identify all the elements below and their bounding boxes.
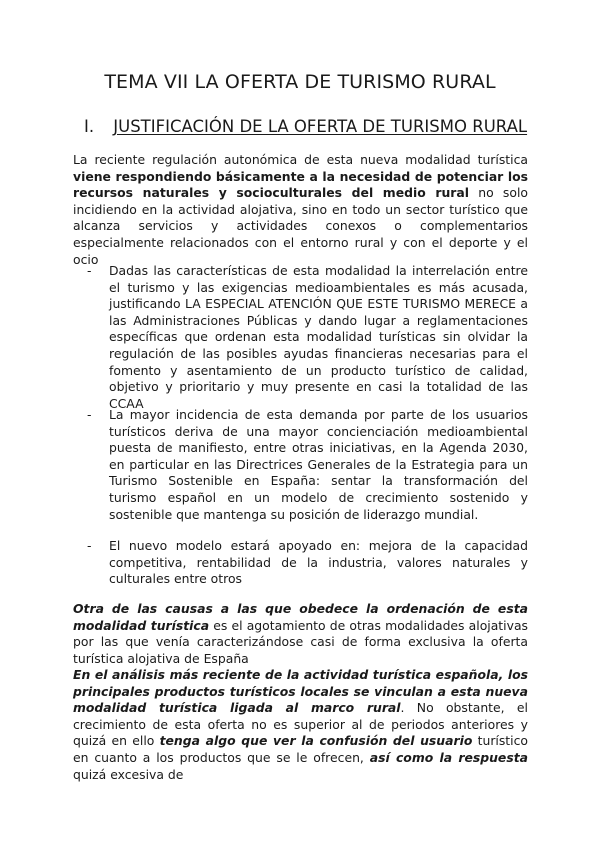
bullet-text: La mayor incidencia de esta demanda por parte de los usuarios turísticos deriva de una mayor concienciación medioambiental puesta de manifiesto, entre otras iniciativas, en la Agenda 2030, en particular en las Directrices Generales de la Estrategia para un Turismo Sostenible en España: sentar la transformación del turismo español en un modelo de crecimiento sostenido y sostenible que mantenga su posición de liderazgo mundial. (109, 407, 528, 522)
bullet-text: Dadas las características de esta modalidad la interrelación entre el turismo y las exigencias medioambientales es más acusada, justificando LA ESPECIAL ATENCIÓN QUE ESTE TURISMO MERECE a las Administraciones Públicas y dando lugar a reglamentaciones específicas que ordenan esta modalidad turísticas sin olvidar la regulación de las posibles ayudas financieras necesarias para el fomento y asentamiento de un producto turístico de calidad, objetivo y prioritario y muy presente en casi la totalidad de las CCAA (109, 263, 528, 411)
intro-text-1: La reciente regulación autonómica de esta nueva modalidad turística (73, 152, 528, 167)
intro-bold-text: viene respondiendo básicamente a la necesidad de potenciar los recursos naturales y socioculturales del medio rural (73, 168, 528, 201)
bullet-item-2 (87, 407, 528, 523)
intro-text-2: no solo incidiendo en la actividad alojativa, sino en todo un sector turístico que alcanza servicios y actividades conexos o complementarios especialmente relacionados con el entorno rural y con el deporte y el ocio (73, 185, 528, 267)
analysis-paragraph (73, 667, 528, 783)
analysis-text-2: turístico en cuanto a los productos que se le ofrecen, (73, 733, 529, 765)
analysis-emphasis-1: En el análisis más reciente de la actividad turística española, los principales productos turísticos locales se vinculan a esta nueva modalidad turística ligada al marco rural (73, 667, 528, 716)
page-title: TEMA VII LA OFERTA DE TURISMO RURAL (104, 71, 496, 93)
analysis-text-1: . No obstante, el crecimiento de esta oferta no es superior al de periodos anteriores y quizá en ello (73, 700, 528, 749)
bullet-item-1 (87, 263, 528, 412)
bullet-dash: - (87, 538, 92, 553)
section-heading (84, 117, 527, 136)
bullet-text: El nuevo modelo estará apoyado en: mejora de la capacidad competitiva, rentabilidad de la industria, valores naturales y culturales entre otros (109, 538, 528, 587)
analysis-emphasis-2: tenga algo que ver la confusión del usuario (159, 733, 473, 749)
section-number: I. (84, 117, 95, 136)
bullet-dash: - (87, 407, 92, 422)
analysis-text-3: quizá excesiva de (73, 766, 184, 782)
bullet-item-3 (87, 538, 528, 588)
causes-text: es el agotamiento de otras modalidades alojativas por las que venía caracterizándose casi de forma exclusiva la oferta turística alojativa de España (73, 617, 528, 666)
analysis-emphasis-3: así como la respuesta (369, 749, 528, 765)
causes-paragraph (73, 601, 528, 667)
section-title: JUSTIFICACIÓN DE LA OFERTA DE TURISMO RURAL (113, 117, 528, 136)
bullet-dash: - (87, 263, 92, 278)
intro-paragraph (73, 152, 528, 268)
causes-emphasis: Otra de las causas a las que obedece la ordenación de esta modalidad turística (73, 601, 528, 633)
